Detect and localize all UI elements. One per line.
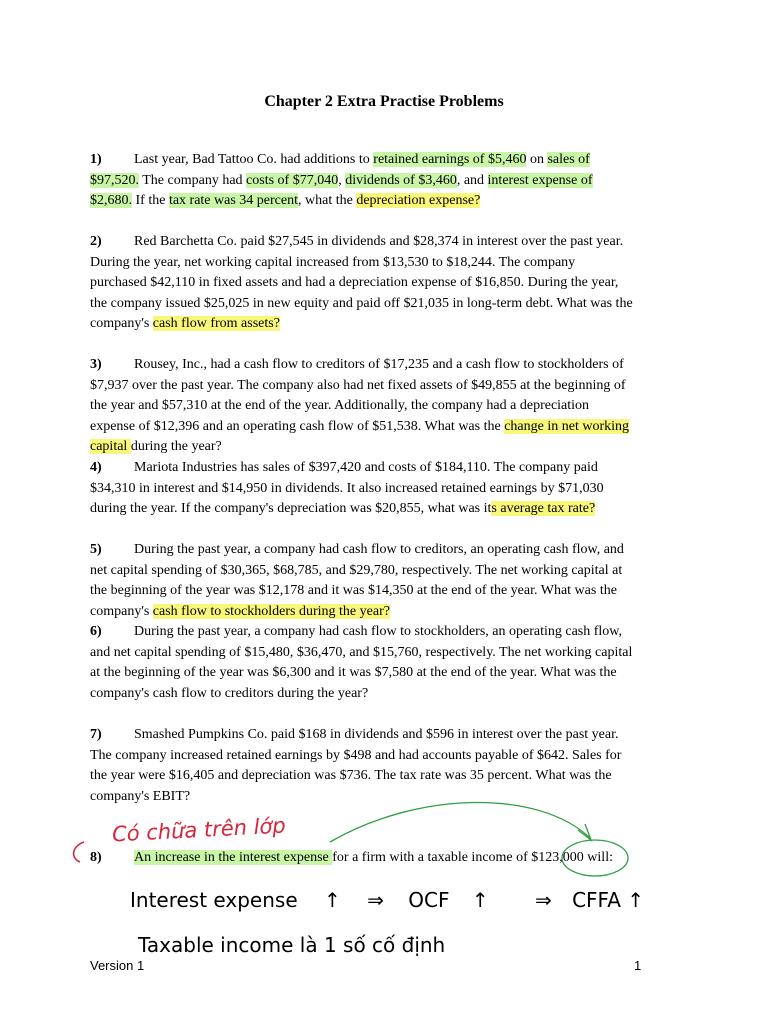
highlighted-text: $2,680.	[90, 193, 132, 209]
problem-text: $7,937 over the past year. The company also had net fixed assets of $49,855 at the beginning of	[90, 377, 626, 393]
highlighted-text: cash flow from assets?	[152, 316, 280, 332]
highlighted-text: s average tax rate?	[491, 501, 596, 517]
problem-text: The company had	[139, 172, 247, 188]
problem-text: for a firm with a taxable income of $123,000 will:	[332, 850, 613, 865]
problem-text: ,	[338, 172, 346, 188]
footer-version: Version 1	[90, 958, 145, 973]
problem-text: company's cash flow to creditors during the year?	[90, 685, 369, 701]
problem-text: company's	[90, 316, 153, 332]
problem-text: company's	[90, 603, 153, 619]
highlighted-text: cash flow to stockholders during the year?	[152, 603, 390, 619]
hw-implies-1: ⇒	[367, 888, 384, 912]
problem-text: , and	[456, 172, 488, 188]
handwritten-line-2: Taxable income là 1 số cố định	[138, 933, 446, 957]
problem-text: Last year, Bad Tattoo Co. had additions to	[134, 152, 374, 167]
problem-text: during the year. If the company's depreciation was $20,855, what was it	[90, 501, 492, 517]
problem-number: 1)	[90, 152, 102, 167]
problem-text: Rousey, Inc., had a cash flow to creditors of $17,235 and a cash flow to stockholders of	[134, 357, 624, 372]
highlighted-text: $97,520.	[90, 172, 139, 188]
hw-implies-2: ⇒	[534, 888, 552, 912]
problem-text: during the year?	[130, 439, 222, 455]
highlighted-text: capital	[90, 439, 131, 455]
problem-text: the company issued $25,025 in new equity and paid off $21,035 in long-term debt. What was the	[90, 295, 633, 311]
hw-up-arrow-3: ↑	[627, 888, 645, 912]
problem-text: the beginning of the year was $12,178 and it was $14,350 at the end of the year. What was the	[90, 583, 617, 599]
problem-text: During the year, net working capital increased from $13,530 to $18,244. The company	[90, 254, 576, 270]
highlighted-text: tax rate was 34 percent	[168, 193, 298, 209]
highlighted-text: sales of	[547, 152, 590, 167]
hw-cffa: CFFA	[572, 888, 621, 912]
problem-text: If the	[132, 193, 169, 209]
problem-text: $34,310 in interest and $14,950 in dividends. It also increased retained earnings by $71,030	[90, 480, 604, 496]
problem-text: The company increased retained earnings by $498 and had accounts payable of $642. Sales for	[90, 747, 622, 763]
problem-number: 3)	[90, 357, 102, 372]
problem-number: 7)	[90, 727, 102, 742]
problem-text: on	[526, 152, 548, 167]
hw-up-arrow-2: ↑	[471, 888, 489, 912]
handwritten-line-1	[130, 888, 644, 912]
problem-text: and net capital spending of $15,480, $36,470, and $15,760, respectively. The net working capital	[90, 644, 633, 660]
problem-number: 8)	[90, 850, 102, 865]
problem-text: the year were $16,405 and depreciation was $736. The tax rate was 35 percent. What was the	[90, 768, 612, 784]
highlighted-text: costs of $77,040	[246, 172, 339, 188]
problem-number: 6)	[90, 624, 102, 639]
hw-ocf: OCF	[408, 888, 450, 912]
problem-number: 4)	[90, 460, 102, 475]
highlighted-text: retained earnings of $5,460	[373, 152, 527, 167]
problem-text: Mariota Industries has sales of $397,420 and costs of $184,110. The company paid	[134, 460, 598, 475]
highlighted-text: An increase in the interest expense	[134, 850, 333, 865]
problem-text: net capital spending of $30,365, $68,785, and $29,780, respectively. The net working capital at	[90, 562, 623, 578]
highlighted-text: dividends of $3,460	[345, 172, 457, 188]
problem-text: purchased $42,110 in fixed assets and had a depreciation expense of $16,850. During the year,	[90, 275, 619, 291]
problem-text: company's EBIT?	[90, 788, 191, 804]
highlighted-text: change in net working	[504, 418, 629, 434]
problem-number: 5)	[90, 542, 102, 557]
hw-up-arrow-1: ↑	[323, 888, 341, 912]
highlighted-text: depreciation expense?	[356, 193, 481, 209]
problem-text: During the past year, a company had cash flow to stockholders, an operating cash flow,	[134, 624, 622, 639]
red-hook-mark	[74, 842, 84, 862]
problem-text: expense of $12,396 and an operating cash flow of $51,538. What was the	[90, 418, 505, 434]
problem-text: the year and $57,310 at the end of the year. Additionally, the company had a depreciation	[90, 398, 590, 414]
handwritten-red-note: Có chữa trên lớp	[111, 813, 287, 847]
green-arrow	[330, 802, 590, 842]
problem-text: Red Barchetta Co. paid $27,545 in dividends and $28,374 in interest over the past year.	[134, 234, 624, 249]
problem-text: During the past year, a company had cash flow to creditors, an operating cash flow, and	[134, 542, 624, 557]
green-circle	[562, 840, 628, 876]
problem-text: Smashed Pumpkins Co. paid $168 in dividends and $596 in interest over the past year.	[134, 727, 619, 742]
footer-page-number: 1	[634, 958, 642, 973]
problem-text: , what the	[298, 193, 357, 209]
highlighted-text: interest expense of	[487, 172, 593, 188]
hw-interest-expense: Interest expense	[130, 888, 298, 912]
problem-text: at the beginning of the year was $6,300 and it was $7,580 at the end of the year. What was the	[90, 665, 617, 681]
problem-number: 2)	[90, 234, 102, 249]
page-title: Chapter 2 Extra Practise Problems	[264, 93, 504, 110]
